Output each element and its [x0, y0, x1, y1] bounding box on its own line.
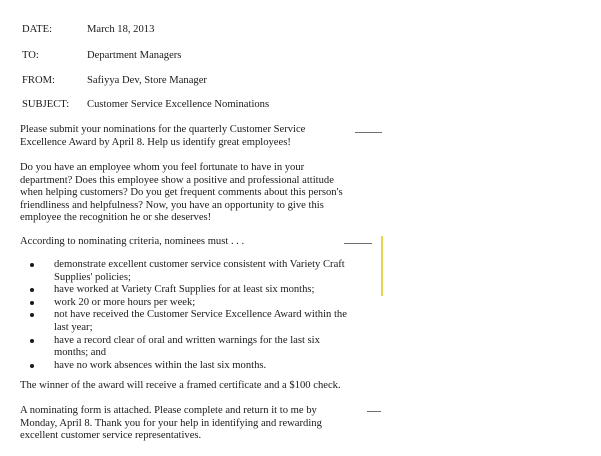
text-line: employee the recognition he or she deserves! — [20, 212, 212, 224]
margin-line-mark — [355, 132, 382, 133]
bullet-icon — [30, 364, 34, 368]
date-value: March 18, 2013 — [87, 24, 155, 35]
from-label: FROM: — [22, 75, 55, 86]
text-line: Excellence Award by April 8. Help us identify great employees! — [20, 136, 291, 148]
closing-paragraph — [20, 405, 322, 443]
text-line: A nominating form is attached. Please complete and return it to me by — [20, 405, 317, 416]
margin-line-mark — [344, 243, 372, 244]
bullet-icon — [30, 339, 34, 343]
list-item: work 20 or more hours per week; — [26, 297, 347, 310]
to-label: TO: — [22, 50, 39, 61]
intro-paragraph — [20, 124, 305, 149]
criteria-list — [26, 259, 347, 372]
bullet-icon — [30, 301, 34, 305]
award-paragraph: The winner of the award will receive a framed certificate and a $100 check. — [20, 380, 341, 391]
question-paragraph — [20, 162, 343, 225]
text-line: department? Does this employee show a positive and professional attitude — [20, 174, 334, 186]
bullet-icon — [30, 263, 34, 267]
subject-label: SUBJECT: — [22, 99, 70, 110]
list-item: not have received the Customer Service Excellence Award within the last year; — [26, 309, 347, 334]
criteria-intro: According to nominating criteria, nominees must . . . — [20, 236, 245, 247]
from-value: Safiyya Dev, Store Manager — [87, 75, 207, 86]
text-line: excellent customer service representatives. — [20, 430, 202, 442]
margin-line-mark — [367, 411, 381, 412]
subject-value: Customer Service Excellence Nominations — [87, 99, 270, 110]
list-item: have no work absences within the last six months. — [26, 360, 347, 373]
list-item: demonstrate excellent customer service consistent with Variety Craft Supplies' policies; — [26, 259, 347, 284]
text-line: friendliness and helpfulness? Now, you have an opportunity to give this — [20, 199, 324, 211]
list-item: have a record clear of oral and written warnings for the last six months; and — [26, 335, 347, 360]
to-value: Department Managers — [87, 50, 182, 61]
text-line: Monday, April 8. Thank you for your help in identifying and rewarding — [20, 417, 322, 429]
highlight-bar-mark — [381, 236, 383, 296]
text-line: when helping customers? Do you get frequent comments about this person's — [20, 187, 343, 199]
date-label: DATE: — [22, 24, 53, 35]
text-line: Do you have an employee whom you feel fortunate to have in your — [20, 162, 305, 173]
bullet-icon — [30, 288, 34, 292]
text-line: Please submit your nominations for the quarterly Customer Service — [20, 124, 306, 135]
list-item: have worked at Variety Craft Supplies for at least six months; — [26, 284, 347, 297]
bullet-icon — [30, 313, 34, 317]
